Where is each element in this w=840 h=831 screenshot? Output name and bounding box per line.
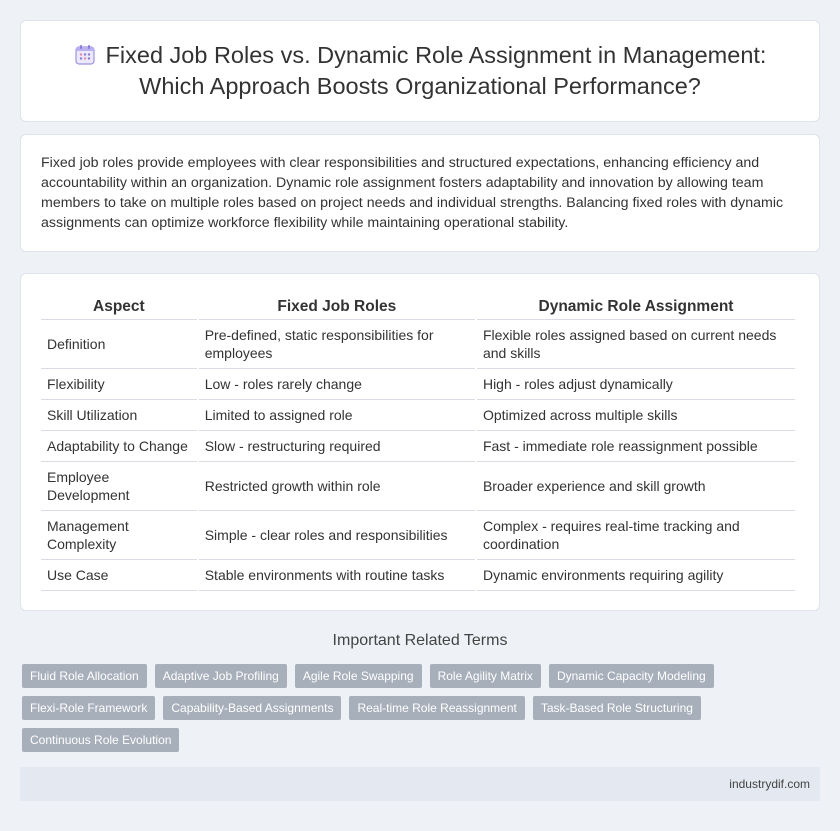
page-title [50, 40, 790, 102]
calendar-grid-icon [74, 44, 96, 66]
related-term-tag[interactable]: Flexi-Role Framework [22, 696, 155, 720]
table-row [41, 560, 795, 591]
related-terms-list [22, 664, 722, 752]
table-row [41, 320, 795, 369]
cell-aspect: Adaptability to Change [41, 431, 197, 462]
related-term-tag[interactable]: Capability-Based Assignments [163, 696, 341, 720]
table-row [41, 369, 795, 400]
comparison-card [20, 273, 820, 611]
page-title-line1: Fixed Job Roles vs. Dynamic Role Assignment in Management: [105, 42, 767, 68]
intro-paragraph: Fixed job roles provide employees with clear responsibilities and structured expectations, enhancing efficiency and accountability within an organization. Dynamic role assignment fosters adaptability and innovation by allowing team members to take on multiple roles based on project needs and individual strengths. Balancing fixed roles with dynamic assignments can optimize workforce flexibility while maintaining operational stability. [41, 155, 784, 231]
intro-card [20, 134, 820, 252]
cell-dynamic: Complex - requires real-time tracking and coordination [477, 511, 795, 560]
cell-fixed: Low - roles rarely change [199, 369, 475, 400]
related-terms-title: Important Related Terms [332, 632, 508, 649]
table-row [41, 400, 795, 431]
cell-dynamic: Optimized across multiple skills [477, 400, 795, 431]
cell-fixed: Limited to assigned role [199, 400, 475, 431]
cell-fixed: Restricted growth within role [199, 462, 475, 511]
related-term-tag[interactable]: Dynamic Capacity Modeling [549, 664, 714, 688]
related-term-tag[interactable]: Adaptive Job Profiling [155, 664, 287, 688]
cell-aspect: Management Complexity [41, 511, 197, 560]
related-term-tag[interactable]: Role Agility Matrix [430, 664, 541, 688]
cell-fixed: Stable environments with routine tasks [199, 560, 475, 591]
cell-aspect: Skill Utilization [41, 400, 197, 431]
comparison-table [39, 296, 797, 591]
footer-site-name[interactable]: industrydif.com [729, 777, 810, 791]
cell-aspect: Employee Development [41, 462, 197, 511]
related-term-tag[interactable]: Continuous Role Evolution [22, 728, 179, 752]
related-term-tag[interactable]: Real-time Role Reassignment [349, 696, 524, 720]
cell-fixed: Pre-defined, static responsibilities for employees [199, 320, 475, 369]
related-term-tag[interactable]: Agile Role Swapping [295, 664, 422, 688]
footer [20, 767, 820, 801]
cell-fixed: Simple - clear roles and responsibilities [199, 511, 475, 560]
title-wrap [50, 40, 790, 102]
header-dynamic-role-assignment: Dynamic Role Assignment [477, 296, 795, 320]
table-row [41, 511, 795, 560]
table-row [41, 431, 795, 462]
header-aspect: Aspect [41, 296, 197, 320]
table-header-row [41, 296, 795, 320]
header-fixed-job-roles: Fixed Job Roles [199, 296, 475, 320]
cell-dynamic: Flexible roles assigned based on current needs and skills [477, 320, 795, 369]
cell-dynamic: High - roles adjust dynamically [477, 369, 795, 400]
cell-aspect: Definition [41, 320, 197, 369]
cell-aspect: Use Case [41, 560, 197, 591]
related-term-tag[interactable]: Fluid Role Allocation [22, 664, 147, 688]
table-row [41, 462, 795, 511]
cell-aspect: Flexibility [41, 369, 197, 400]
cell-dynamic: Fast - immediate role reassignment possible [477, 431, 795, 462]
title-card [20, 20, 820, 122]
page-title-line2: Which Approach Boosts Organizational Performance? [139, 73, 701, 99]
related-term-tag[interactable]: Task-Based Role Structuring [533, 696, 701, 720]
cell-dynamic: Broader experience and skill growth [477, 462, 795, 511]
cell-dynamic: Dynamic environments requiring agility [477, 560, 795, 591]
cell-fixed: Slow - restructuring required [199, 431, 475, 462]
